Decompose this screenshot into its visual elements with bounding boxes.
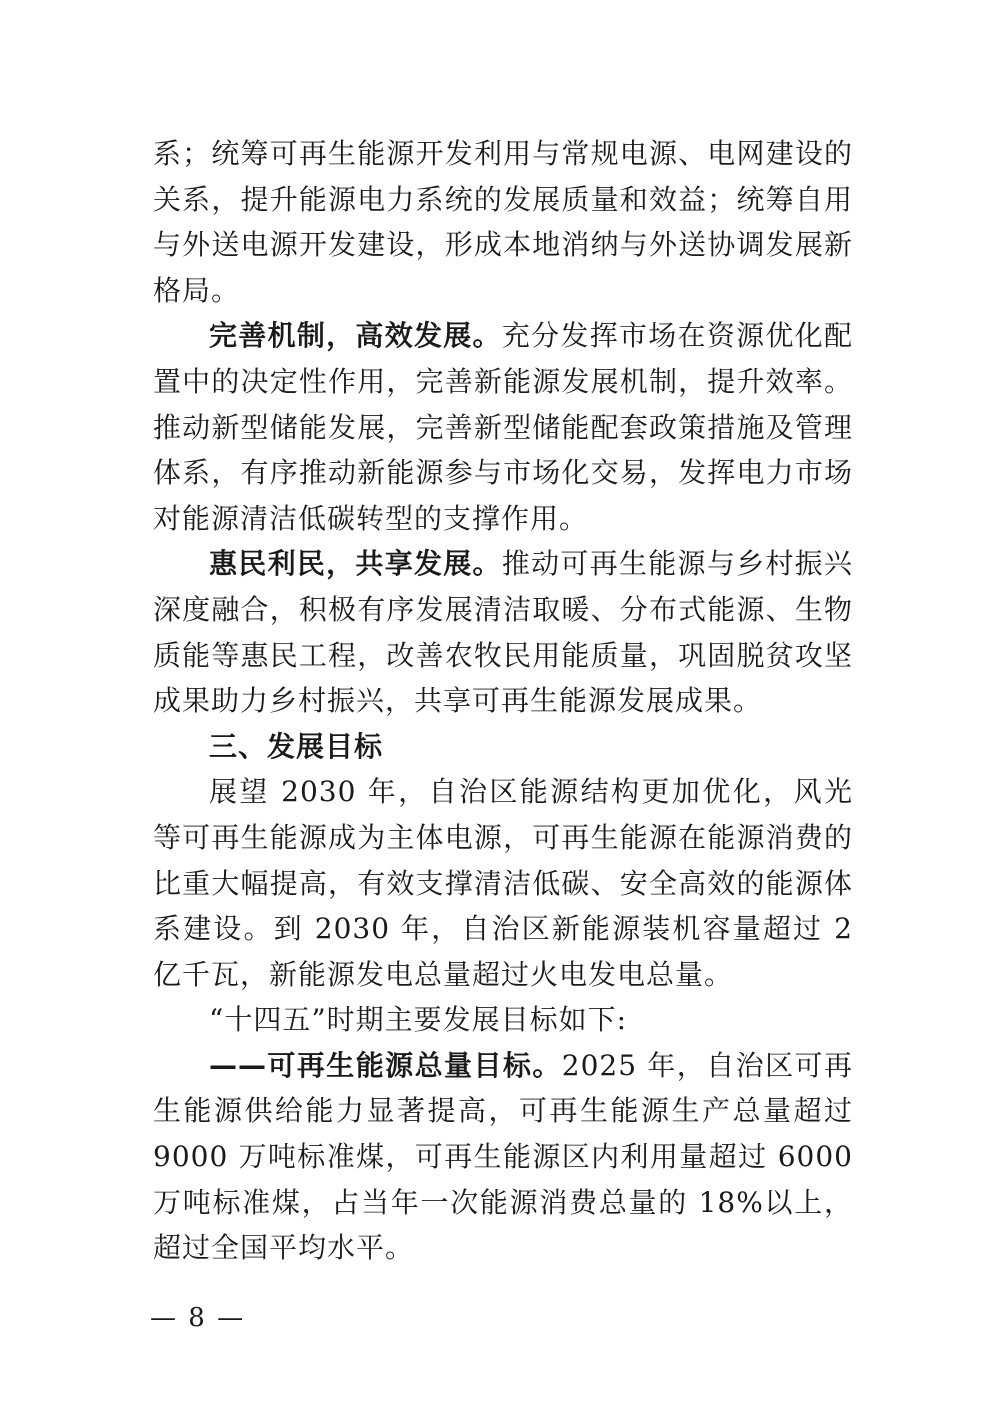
paragraph-target bbox=[153, 1043, 853, 1271]
paragraph-mechanism bbox=[153, 313, 853, 541]
paragraph-continuation bbox=[153, 131, 853, 313]
page-number: — 8 — bbox=[150, 1303, 246, 1333]
paragraph-text: 推动可再生能源与乡村振兴深度融合，积极有序发展清洁取暖、分布式能源、生物质能等惠民工程，改善农牧民用能质量，巩固脱贫攻坚成果助力乡村振兴，共享可再生能源发展成果。 bbox=[153, 547, 853, 718]
section-heading: 三、发展目标 bbox=[209, 729, 384, 763]
paragraph-text: “十四五”时期主要发展目标如下: bbox=[209, 1003, 628, 1037]
paragraph-lead: 完善机制，高效发展。 bbox=[209, 319, 502, 353]
paragraph-benefit bbox=[153, 541, 853, 723]
paragraph-text: 充分发挥市场在资源优化配置中的决定性作用，完善新能源发展机制，提升效率。推动新型储能发展，完善新型储能配套政策措施及管理体系，有序推动新能源参与市场化交易，发挥电力市场对能源清洁低碳转型的支撑作用。 bbox=[153, 319, 853, 535]
paragraph-outlook bbox=[153, 769, 853, 997]
paragraph-lead: 惠民利民，共享发展。 bbox=[209, 547, 502, 581]
paragraph-intro bbox=[153, 997, 853, 1043]
paragraph-text: 展望 2030 年，自治区能源结构更加优化，风光等可再生能源成为主体电源，可再生能源在能源消费的比重大幅提高，有效支撑清洁低碳、安全高效的能源体系建设。到 2030 年，自治区新能源装机容量超过 2 亿千瓦，新能源发电总量超过火电发电总量。 bbox=[153, 775, 853, 991]
body-text bbox=[153, 131, 853, 1271]
paragraph-text: 2025 年，自治区可再生能源供给能力显著提高，可再生能源生产总量超过 9000 万吨标准煤，可再生能源区内利用量超过 6000 万吨标准煤，占当年一次能源消费总量的 18%以上，超过全国平均水平。 bbox=[153, 1048, 853, 1265]
paragraph-lead: ——可再生能源总量目标。 bbox=[209, 1048, 562, 1082]
paragraph-text: 系；统筹可再生能源开发利用与常规电源、电网建设的关系，提升能源电力系统的发展质量和效益；统筹自用与外送电源开发建设，形成本地消纳与外送协调发展新格局。 bbox=[153, 137, 853, 307]
